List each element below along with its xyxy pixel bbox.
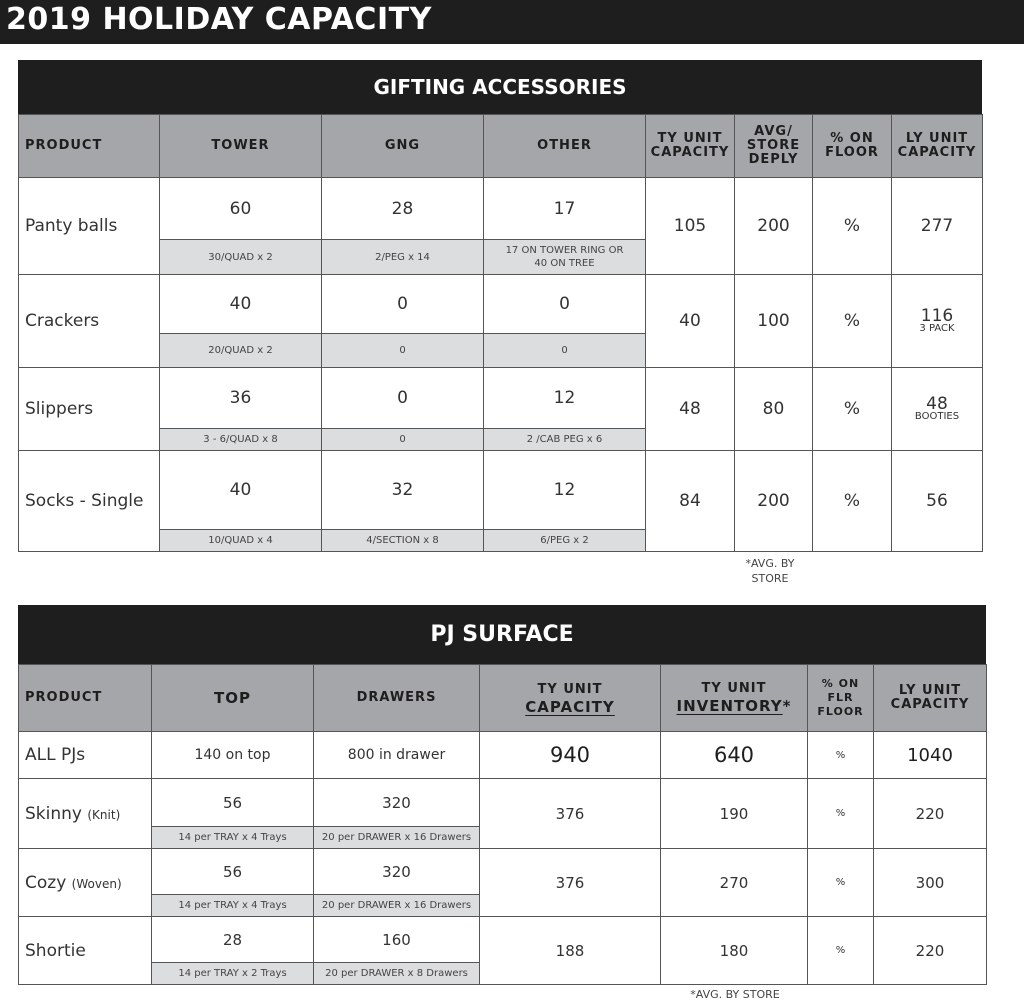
col-ty-unit-capacity-line2: CAPACITY	[525, 697, 615, 716]
table-row	[19, 779, 987, 827]
capacity-value: 188	[480, 917, 661, 985]
other-detail: 2 /CAB PEG x 6	[484, 429, 646, 451]
product-name-cell	[19, 917, 152, 985]
col-ty-unit-capacity: TY UNIT CAPACITY	[646, 115, 735, 178]
product-name-cell	[19, 779, 152, 849]
product-name: Panty balls	[19, 178, 160, 275]
table-row	[19, 451, 983, 530]
ly-capacity-value: 48	[926, 394, 948, 414]
col-ty-unit-capacity	[480, 665, 661, 732]
pct-floor-value: %	[808, 917, 874, 985]
inventory-value: 190	[661, 779, 808, 849]
pct-floor-value: %	[808, 779, 874, 849]
avg-deply-value: 100	[735, 275, 813, 368]
tower-detail: 3 - 6/QUAD x 8	[160, 429, 322, 451]
gng-detail: 0	[322, 429, 484, 451]
col-ly-unit-capacity: LY UNIT CAPACITY	[874, 665, 987, 732]
inventory-value: 270	[661, 849, 808, 917]
page-title: 2019 HOLIDAY CAPACITY	[6, 2, 432, 37]
gng-detail: 2/PEG x 14	[322, 240, 484, 275]
tower-detail: 30/QUAD x 2	[160, 240, 322, 275]
col-top: TOP	[152, 665, 314, 732]
pct-floor-value: %	[813, 451, 892, 552]
other-detail: 17 ON TOWER RING OR 40 ON TREE	[484, 240, 646, 275]
ly-capacity-value: 1040	[874, 732, 987, 779]
gng-detail: 0	[322, 334, 484, 368]
col-pct-on-flr-floor: % ON FLR FLOOR	[808, 665, 874, 732]
capacity-value: 376	[480, 779, 661, 849]
pct-floor-value: %	[813, 275, 892, 368]
top-detail: 14 per TRAY x 4 Trays	[152, 827, 314, 849]
capacity-value: 940	[480, 732, 661, 779]
tower-value: 40	[160, 275, 322, 334]
drawers-value: 800 in drawer	[314, 732, 480, 779]
pj-header-row	[19, 665, 987, 732]
avg-deply-value: 200	[735, 451, 813, 552]
product-name: Skinny	[25, 803, 82, 824]
col-tower: TOWER	[160, 115, 322, 178]
ly-capacity-value: 56	[892, 451, 983, 552]
gng-value: 0	[322, 368, 484, 429]
col-ty-unit-capacity-line1: TY UNIT	[537, 681, 603, 697]
top-detail: 14 per TRAY x 4 Trays	[152, 895, 314, 917]
top-value: 56	[152, 779, 314, 827]
other-value: 0	[484, 275, 646, 334]
pct-floor-value: %	[808, 849, 874, 917]
product-name: Slippers	[19, 368, 160, 451]
avg-deply-value: 80	[735, 368, 813, 451]
drawers-value: 320	[314, 849, 480, 895]
drawers-value: 320	[314, 779, 480, 827]
other-detail: 0	[484, 334, 646, 368]
table-row	[19, 849, 987, 895]
tower-value: 60	[160, 178, 322, 240]
gng-detail: 4/SECTION x 8	[322, 530, 484, 552]
col-ty-unit-inventory-line1: TY UNIT	[701, 680, 767, 696]
ty-capacity-value: 40	[646, 275, 735, 368]
pct-floor-value: %	[813, 178, 892, 275]
table-row	[19, 178, 983, 240]
drawers-value: 160	[314, 917, 480, 963]
col-ty-unit-inventory	[661, 665, 808, 732]
ly-capacity-value: 300	[874, 849, 987, 917]
inventory-value: 180	[661, 917, 808, 985]
other-value: 12	[484, 368, 646, 429]
table-row-all-pjs	[19, 732, 987, 779]
ly-capacity-cell	[892, 368, 983, 451]
top-value: 28	[152, 917, 314, 963]
ly-capacity-value: 116	[920, 306, 954, 326]
table-row	[19, 368, 983, 429]
product-note: (Woven)	[71, 876, 122, 891]
top-value: 140 on top	[152, 732, 314, 779]
ly-capacity-value: 220	[874, 779, 987, 849]
pj-table	[18, 664, 987, 985]
col-product: PRODUCT	[19, 115, 160, 178]
ly-capacity-value: 277	[892, 178, 983, 275]
tower-value: 36	[160, 368, 322, 429]
product-note: (Knit)	[87, 807, 121, 822]
pct-floor-value: %	[813, 368, 892, 451]
product-name: Shortie	[25, 940, 86, 961]
table-row	[19, 275, 983, 334]
inventory-value: 640	[661, 732, 808, 779]
table-row	[19, 917, 987, 963]
ty-capacity-value: 84	[646, 451, 735, 552]
page-header	[0, 0, 1024, 44]
col-product: PRODUCT	[19, 665, 152, 732]
gng-value: 28	[322, 178, 484, 240]
capacity-value: 376	[480, 849, 661, 917]
col-ly-unit-capacity: LY UNIT CAPACITY	[892, 115, 983, 178]
col-avg-store-deply: AVG/ STORE DEPLY	[735, 115, 813, 178]
gng-value: 32	[322, 451, 484, 530]
gifting-table	[18, 114, 983, 552]
gifting-footnote: *AVG. BY STORE	[745, 557, 795, 585]
col-other: OTHER	[484, 115, 646, 178]
product-name: Socks - Single	[19, 451, 160, 552]
top-value: 56	[152, 849, 314, 895]
col-ty-unit-inventory-line2: INVENTORY*	[676, 696, 792, 715]
product-name-cell	[19, 849, 152, 917]
drawers-detail: 20 per DRAWER x 8 Drawers	[314, 963, 480, 985]
gifting-accessories-section	[18, 60, 982, 555]
gng-value: 0	[322, 275, 484, 334]
tower-value: 40	[160, 451, 322, 530]
pj-footnote: *AVG. BY STORE	[690, 988, 780, 1001]
tower-detail: 10/QUAD x 4	[160, 530, 322, 552]
pct-floor-value: %	[808, 732, 874, 779]
ty-capacity-value: 105	[646, 178, 735, 275]
ly-capacity-cell	[892, 275, 983, 368]
other-value: 17	[484, 178, 646, 240]
pj-surface-section	[18, 605, 986, 987]
ty-capacity-value: 48	[646, 368, 735, 451]
gifting-header-row	[19, 115, 983, 178]
col-gng: GNG	[322, 115, 484, 178]
product-name: Crackers	[19, 275, 160, 368]
other-detail: 6/PEG x 2	[484, 530, 646, 552]
pj-section-title: PJ SURFACE	[18, 605, 986, 664]
other-value: 12	[484, 451, 646, 530]
ly-capacity-note: 3 PACK	[919, 323, 955, 334]
avg-deply-value: 200	[735, 178, 813, 275]
product-name: Cozy	[25, 872, 67, 893]
product-name: ALL PJs	[19, 732, 152, 779]
col-pct-on-floor: % ON FLOOR	[813, 115, 892, 178]
col-drawers: DRAWERS	[314, 665, 480, 732]
tower-detail: 20/QUAD x 2	[160, 334, 322, 368]
drawers-detail: 20 per DRAWER x 16 Drawers	[314, 895, 480, 917]
ly-capacity-note: BOOTIES	[914, 411, 960, 422]
drawers-detail: 20 per DRAWER x 16 Drawers	[314, 827, 480, 849]
top-detail: 14 per TRAY x 2 Trays	[152, 963, 314, 985]
ly-capacity-value: 220	[874, 917, 987, 985]
gifting-section-title: GIFTING ACCESSORIES	[18, 60, 982, 114]
